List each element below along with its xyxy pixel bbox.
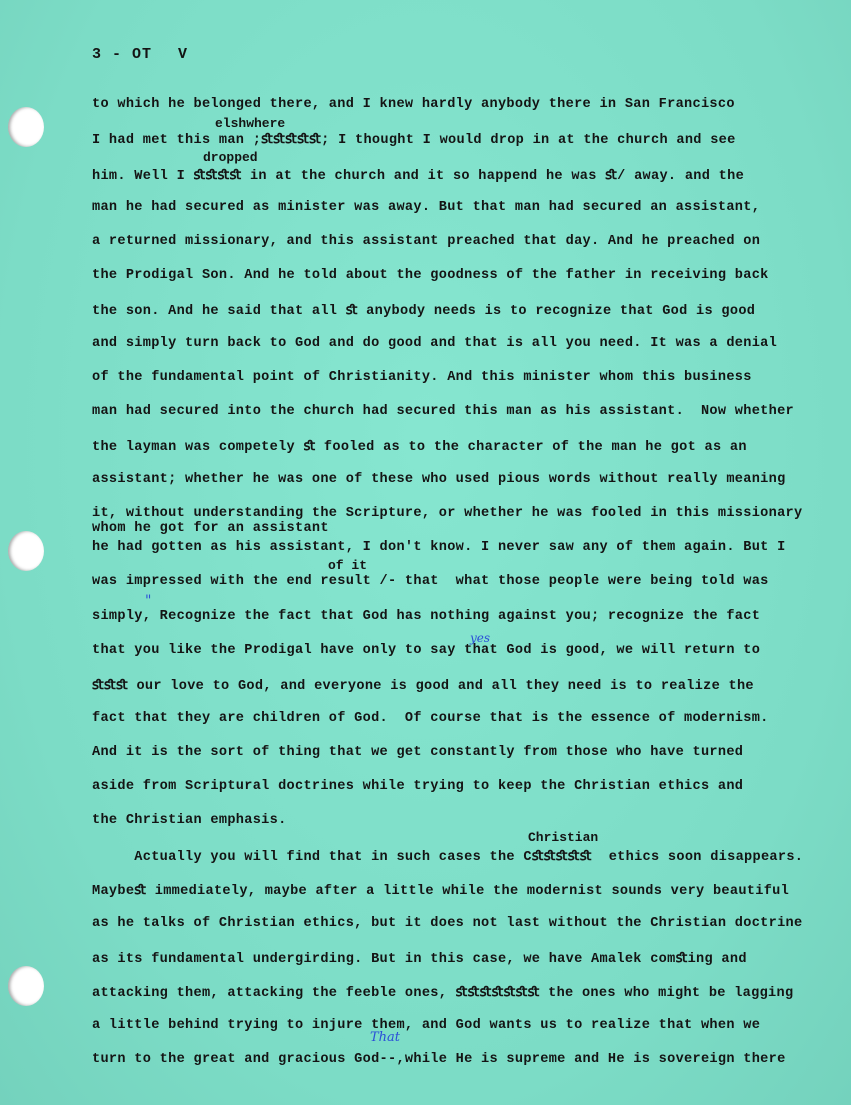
punch-hole <box>8 531 44 571</box>
text-line: as he talks of Christian ethics, but it does not last without the Christian doctrine <box>92 916 803 931</box>
text-line: the Christian emphasis. <box>92 813 287 828</box>
text-line: to which he belonged there, and I knew hardly anybody there in San Francisco <box>92 97 735 112</box>
text-line: I had met this man ;ﬆﬆﬆﬆﬆ; I thought I would drop in at the church and see <box>92 133 736 148</box>
punch-hole <box>8 107 44 147</box>
text-line: ﬆﬆﬆ our love to God, and everyone is good and all they need is to realize the <box>92 679 754 694</box>
text-line: the layman was competely ﬆ fooled as to the character of the man he got as an <box>92 440 747 455</box>
page-header <box>92 46 188 63</box>
text-line: Maybeﬆ immediately, maybe after a little while the modernist sounds very beautiful <box>92 884 790 899</box>
insertion-of-it: of it <box>328 558 368 573</box>
header-letter: V <box>178 46 189 63</box>
pen-that-note: That <box>370 1030 401 1045</box>
text-line: and simply turn back to God and do good and that is all you need. It was a denial <box>92 336 778 351</box>
text-line: Actually you will find that in such cases the Cﬆﬆﬆﬆﬆ ethics soon disappears. <box>92 850 804 865</box>
text-line: whom he got for an assistant <box>92 521 329 536</box>
page-number: 3 - OT <box>92 46 153 63</box>
pen-quote-mark: " <box>145 593 152 609</box>
text-line: aside from Scriptural doctrines while trying to keep the Christian ethics and <box>92 779 744 794</box>
punch-hole <box>8 966 44 1006</box>
text-line: it, without understanding the Scripture, or whether he was fooled in this missionary <box>92 506 803 521</box>
insertion-christian: Christian <box>528 830 599 845</box>
text-line: a returned missionary, and this assistant preached that day. And he preached on <box>92 234 761 249</box>
text-line: assistant; whether he was one of these who used pious words without really meaning <box>92 472 786 487</box>
text-line: attacking them, attacking the feeble ones, ﬆﬆﬆﬆﬆﬆﬆ the ones who might be lagging <box>92 986 794 1001</box>
text-line: him. Well I ﬆﬆﬆﬆ in at the church and it so happend he was ﬆ/ away. and the <box>92 169 745 184</box>
text-line: man had secured into the church had secured this man as his assistant. Now whether <box>92 404 794 419</box>
text-line: he had gotten as his assistant, I don't know. I never saw any of them again. But I <box>92 540 786 555</box>
text-line: a little behind trying to injure them, and God wants us to realize that when we <box>92 1018 761 1033</box>
text-line: as its fundamental undergirding. But in this case, we have Amalek comﬆing and <box>92 952 747 967</box>
pen-yes-note: yes <box>470 631 491 645</box>
text-line: of the fundamental point of Christianity. And this minister whom this business <box>92 370 752 385</box>
text-line: turn to the great and gracious God--,while He is supreme and He is sovereign there <box>92 1052 786 1067</box>
text-line: the son. And he said that all ﬆ anybody needs is to recognize that God is good <box>92 304 756 319</box>
text-line: that you like the Prodigal have only to say that God is good, we will return to <box>92 643 761 658</box>
insertion-elsewhere: elshwhere <box>215 116 286 131</box>
text-line: was impressed with the end result /- that what those people were being told was <box>92 574 769 589</box>
text-line: simply, Recognize the fact that God has nothing against you; recognize the fact <box>92 609 761 624</box>
text-line: And it is the sort of thing that we get constantly from those who have turned <box>92 745 744 760</box>
text-line: fact that they are children of God. Of course that is the essence of modernism. <box>92 711 769 726</box>
text-line: man he had secured as minister was away. But that man had secured an assistant, <box>92 200 761 215</box>
text-line: the Prodigal Son. And he told about the goodness of the father in receiving back <box>92 268 769 283</box>
insertion-dropped: dropped <box>203 150 258 165</box>
